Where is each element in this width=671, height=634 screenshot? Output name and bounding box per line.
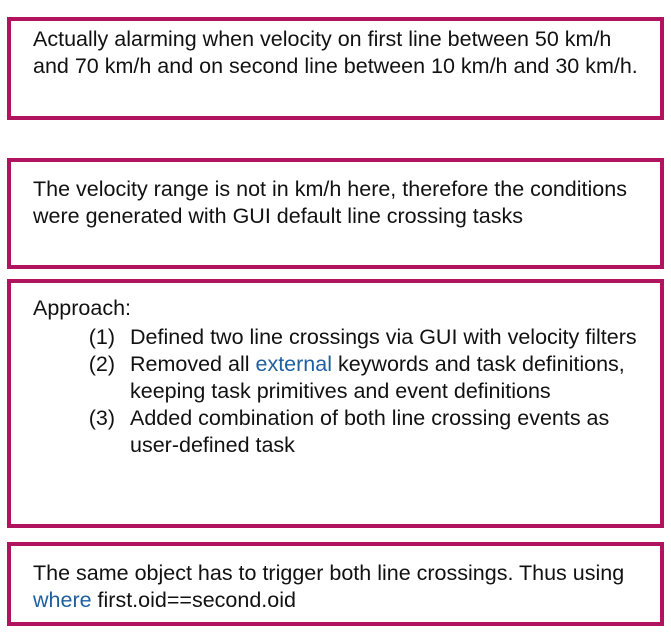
same-object-text-start: The same object has to trigger both line crossings. Thus using [33,561,625,585]
keyword-external: external [255,352,332,376]
approach-heading: Approach: [33,296,132,320]
note-box-approach [7,279,664,528]
step-number: (2) [88,352,115,376]
note-box-velocity-range [7,158,664,269]
approach-step-1 [33,324,646,351]
velocity-range-text: The velocity range is not in km/h here, therefore the conditions were generated with GUI default line crossing tasks [33,177,627,228]
alarm-condition-text: Actually alarming when velocity on first line between 50 km/h and 70 km/h and on second line between 10 km/h and 30 km/h. [33,27,638,78]
step-number: (3) [88,406,115,430]
approach-step-3 [33,405,646,459]
approach-step-2 [33,351,646,405]
keyword-where: where [33,588,92,612]
step-text: Added combination of both line crossing events as user-defined task [130,406,610,457]
step-number: (1) [88,325,115,349]
note-box-same-object [7,542,664,626]
step-text: Defined two line crossings via GUI with velocity filters [130,325,637,349]
step-text-start: Removed all [130,352,256,376]
step-text [130,351,646,405]
same-object-text-end: first.oid==second.oid [91,588,296,612]
step-text-end: keywords and task definitions, keeping task primitives and event definitions [130,352,625,403]
same-object-text [33,560,646,614]
note-box-alarm-condition [7,17,664,120]
approach-steps-list [33,324,646,459]
